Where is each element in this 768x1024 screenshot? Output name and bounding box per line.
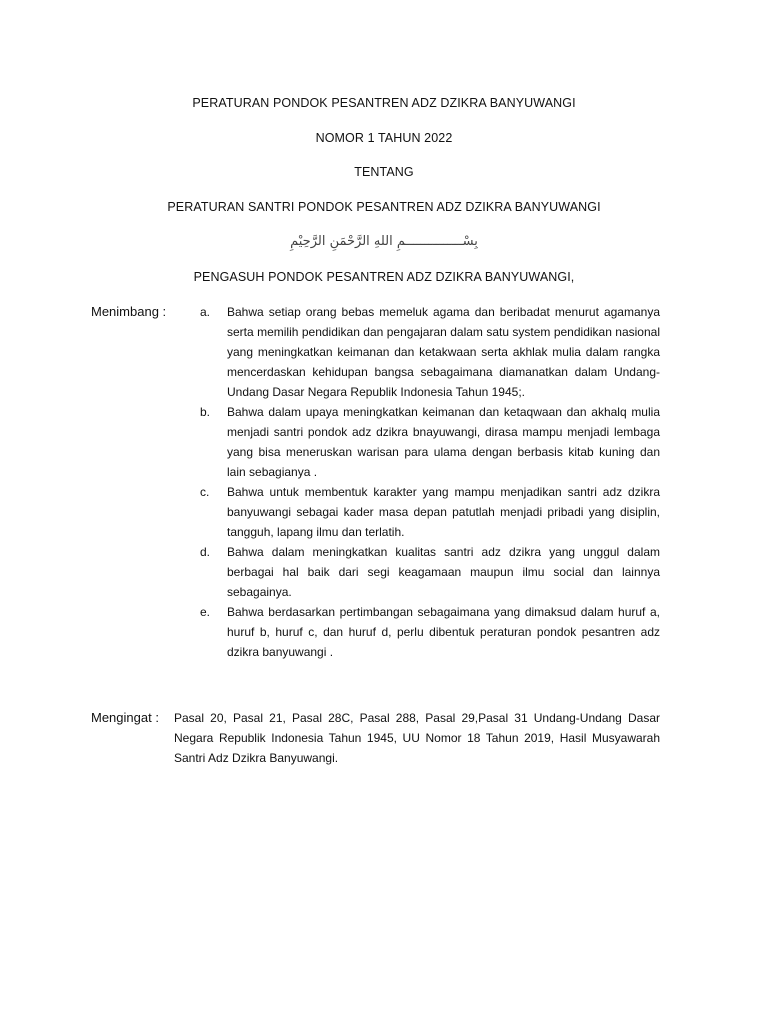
list-item-letter: e. [200, 605, 211, 619]
mengingat-label: Mengingat : [91, 710, 159, 725]
list-item-letter: b. [200, 405, 211, 419]
list-item [200, 542, 660, 602]
list-item-letter: d. [200, 545, 211, 559]
bismillah: بِسْـــــــــــــــمِ اللهِ الرَّحْمَنِ الرَّحِيْمِ [290, 234, 478, 249]
regulation-subject: PERATURAN SANTRI PONDOK PESANTREN ADZ DZIKRA BANYUWANGI [167, 200, 601, 214]
list-item-text: Bahwa dalam meningkatkan kualitas santri adz dzikra yang unggul dalam berbagai hal baik dari segi keagamaan maupun ilmu social dan lainnya sebagainya. [227, 545, 660, 599]
menimbang-label: Menimbang : [91, 304, 167, 319]
regulation-title: PERATURAN PONDOK PESANTREN ADZ DZIKRA BANYUWANGI [192, 96, 576, 110]
list-item [200, 602, 660, 662]
list-item-text: Bahwa berdasarkan pertimbangan sebagaimana yang dimaksud dalam huruf a, huruf b, huruf c, dan huruf d, perlu dibentuk peraturan pondok pesantren adz dzikra banyuwangi . [227, 605, 660, 659]
issuer-line: PENGASUH PONDOK PESANTREN ADZ DZIKRA BANYUWANGI, [193, 270, 575, 284]
list-item-text: Bahwa setiap orang bebas memeluk agama dan beribadat menurut agamanya serta memilih pendidikan dan pengajaran dalam satu system pendidikan nasional yang meningkatkan keimanan dan ketakwaan serta akhlak mulia dalam rangka mencerdaskan kehidupan bangsa sebagaimana diamanatkan dalam Undang-Undang Dasar Negara Republik Indonesia Tahun 1945;. [227, 305, 660, 399]
about-heading: TENTANG [354, 165, 414, 179]
regulation-number: NOMOR 1 TAHUN 2022 [315, 131, 453, 145]
list-item-letter: c. [200, 485, 210, 499]
list-item-text: Bahwa dalam upaya meningkatkan keimanan dan ketaqwaan dan akhalq mulia menjadi santri pondok adz dzikra bnayuwangi, dirasa mampu menjadi lembaga yang bisa meneruskan warisan para ulama dengan berbasis kitab kuning dan lain sebagianya . [227, 405, 660, 479]
menimbang-list [200, 302, 660, 662]
list-item-text: Bahwa untuk membentuk karakter yang mampu menjadikan santri adz dzikra banyuwangi sebagai kader masa depan patutlah menjadi pribadi yang disiplin, tangguh, lapang ilmu dan terlatih. [227, 485, 660, 539]
mengingat-text: Pasal 20, Pasal 21, Pasal 28C, Pasal 288, Pasal 29,Pasal 31 Undang-Undang Dasar Negara Republik Indonesia Tahun 1945, UU Nomor 18 Tahun 2019, Hasil Musyawarah Santri Adz Dzikra Banyuwangi. [174, 711, 660, 765]
list-item-letter: a. [200, 305, 211, 319]
list-item [200, 302, 660, 402]
list-item [200, 482, 660, 542]
list-item [200, 402, 660, 482]
